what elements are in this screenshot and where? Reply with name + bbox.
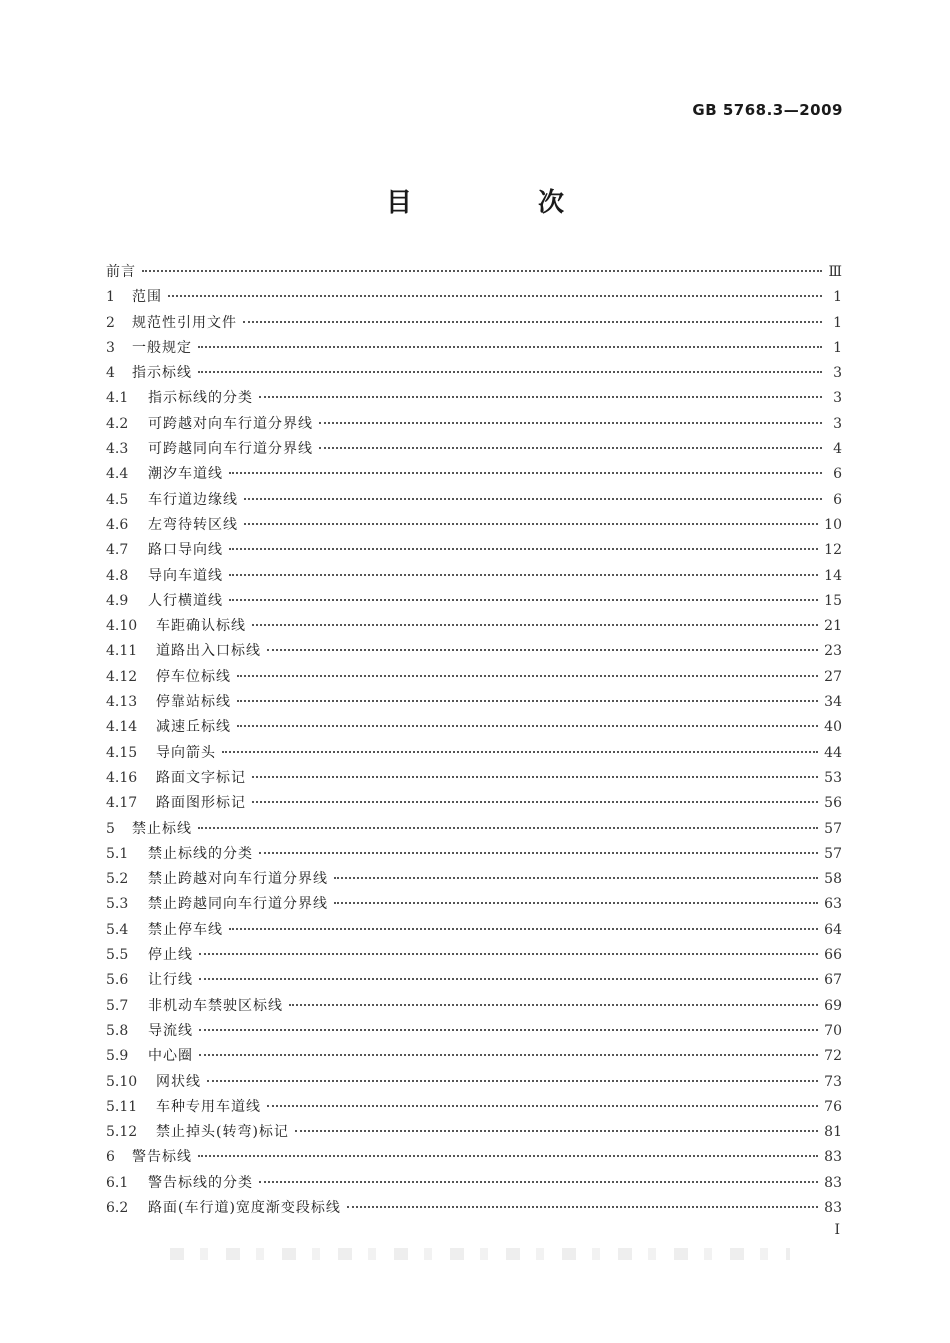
toc-entry-title: 让行线 xyxy=(148,972,193,989)
page-number: I xyxy=(834,1222,840,1238)
toc-entry-page: 40 xyxy=(824,719,842,736)
toc-leader-dots xyxy=(267,649,818,651)
toc-entry-number: 4.12 xyxy=(106,668,138,685)
table-of-contents xyxy=(106,260,842,1221)
toc-entry-title: 可跨越同向车行道分界线 xyxy=(148,441,313,458)
toc-entry[interactable] xyxy=(106,589,842,614)
toc-entry[interactable] xyxy=(106,1070,842,1095)
toc-entry-number: 4.7 xyxy=(106,542,129,559)
toc-entry[interactable] xyxy=(106,968,842,993)
toc-entry-title: 导向车道线 xyxy=(148,567,223,584)
toc-entry-page: 56 xyxy=(824,795,842,812)
toc-entry-number: 4.5 xyxy=(106,491,129,508)
toc-entry-page: 63 xyxy=(824,896,842,913)
toc-entry-number: 5.9 xyxy=(106,1048,129,1065)
toc-entry-page: 27 xyxy=(824,668,842,685)
toc-leader-dots xyxy=(289,1004,818,1006)
toc-entry[interactable] xyxy=(106,311,842,336)
toc-entry-number: 5.11 xyxy=(106,1098,138,1115)
toc-entry[interactable] xyxy=(106,690,842,715)
toc-entry-page: 64 xyxy=(824,921,842,938)
toc-entry[interactable] xyxy=(106,665,842,690)
toc-entry-page: 1 xyxy=(833,289,842,306)
toc-entry-page: 15 xyxy=(824,592,842,609)
toc-entry-number: 4.3 xyxy=(106,441,129,458)
toc-leader-dots xyxy=(222,751,818,753)
toc-entry-title: 禁止标线 xyxy=(132,820,192,837)
toc-entry-number: 6.1 xyxy=(106,1174,129,1191)
toc-entry-title: 禁止标线的分类 xyxy=(148,845,253,862)
toc-entry-title: 禁止停车线 xyxy=(148,921,223,938)
toc-entry-title: 车距确认标线 xyxy=(156,618,246,635)
toc-leader-dots xyxy=(334,902,818,904)
toc-entry-page: 53 xyxy=(824,769,842,786)
toc-entry-page: 14 xyxy=(824,567,842,584)
toc-entry[interactable] xyxy=(106,285,842,310)
toc-leader-dots xyxy=(229,599,818,601)
toc-entry-number: 5.1 xyxy=(106,845,129,862)
toc-entry-title: 指示标线 xyxy=(132,365,192,382)
toc-leader-dots xyxy=(295,1130,818,1132)
toc-entry-number: 4.14 xyxy=(106,719,138,736)
toc-entry[interactable] xyxy=(106,437,842,462)
toc-entry[interactable] xyxy=(106,994,842,1019)
toc-entry[interactable] xyxy=(106,260,842,285)
toc-entry-number: 4.6 xyxy=(106,516,129,533)
toc-leader-dots xyxy=(237,700,818,702)
toc-leader-dots xyxy=(199,1029,818,1031)
toc-entry-page: 70 xyxy=(824,1022,842,1039)
toc-entry[interactable] xyxy=(106,943,842,968)
toc-entry-number: 5.8 xyxy=(106,1022,129,1039)
toc-leader-dots xyxy=(198,827,818,829)
toc-entry-number: 5.2 xyxy=(106,871,129,888)
toc-leader-dots xyxy=(199,978,818,980)
toc-leader-dots xyxy=(259,852,818,854)
toc-entry-title: 减速丘标线 xyxy=(156,719,231,736)
toc-leader-dots xyxy=(198,1155,818,1157)
toc-entry-title: 路口导向线 xyxy=(148,542,223,559)
standard-number: GB 5768.3—2009 xyxy=(692,101,843,119)
toc-entry[interactable] xyxy=(106,513,842,538)
toc-entry-title: 停车位标线 xyxy=(156,668,231,685)
toc-entry-number: 4.1 xyxy=(106,390,129,407)
toc-entry-page: 1 xyxy=(833,339,842,356)
toc-entry[interactable] xyxy=(106,1171,842,1196)
toc-entry-page: 67 xyxy=(824,972,842,989)
toc-entry[interactable] xyxy=(106,336,842,361)
toc-entry[interactable] xyxy=(106,1196,842,1221)
toc-entry-number: 5.7 xyxy=(106,997,129,1014)
toc-entry[interactable] xyxy=(106,361,842,386)
toc-entry-number: 1 xyxy=(106,289,115,306)
toc-leader-dots xyxy=(334,877,818,879)
toc-entry-page: 23 xyxy=(824,643,842,660)
toc-entry-page: 10 xyxy=(824,516,842,533)
toc-entry-page: 34 xyxy=(824,694,842,711)
toc-entry-number: 4.17 xyxy=(106,795,138,812)
toc-entry[interactable] xyxy=(106,817,842,842)
toc-entry[interactable] xyxy=(106,1120,842,1145)
toc-entry-page: 21 xyxy=(824,618,842,635)
toc-leader-dots xyxy=(142,270,822,272)
toc-entry-number: 5 xyxy=(106,820,115,837)
toc-leader-dots xyxy=(229,548,818,550)
toc-leader-dots xyxy=(319,447,822,449)
toc-entry-title: 车种专用车道线 xyxy=(156,1098,261,1115)
toc-entry-page: 81 xyxy=(824,1124,842,1141)
toc-entry-page: 57 xyxy=(824,845,842,862)
toc-entry-number: 4.9 xyxy=(106,592,129,609)
toc-entry-number: 5.5 xyxy=(106,947,129,964)
toc-entry-title: 禁止跨越对向车行道分界线 xyxy=(148,871,328,888)
toc-leader-dots xyxy=(244,498,822,500)
toc-entry[interactable] xyxy=(106,488,842,513)
toc-leader-dots xyxy=(347,1206,818,1208)
toc-entry[interactable] xyxy=(106,564,842,589)
toc-entry[interactable] xyxy=(106,1019,842,1044)
toc-entry[interactable] xyxy=(106,538,842,563)
toc-leader-dots xyxy=(259,1181,818,1183)
toc-entry-title: 指示标线的分类 xyxy=(148,390,253,407)
toc-entry-title: 停靠站标线 xyxy=(156,694,231,711)
toc-entry-number: 4.15 xyxy=(106,744,138,761)
toc-entry-title: 前言 xyxy=(106,264,136,280)
toc-entry-number: 2 xyxy=(106,314,115,331)
toc-entry-title: 路面图形标记 xyxy=(156,795,246,812)
toc-entry-number: 6.2 xyxy=(106,1199,129,1216)
toc-entry-title: 停止线 xyxy=(148,947,193,964)
toc-entry-title: 路面(车行道)宽度渐变段标线 xyxy=(148,1199,341,1216)
toc-leader-dots xyxy=(252,801,818,803)
toc-entry-number: 4.13 xyxy=(106,694,138,711)
toc-leader-dots xyxy=(198,371,822,373)
toc-entry-title: 导流线 xyxy=(148,1022,193,1039)
toc-entry-number: 5.4 xyxy=(106,921,129,938)
toc-entry[interactable] xyxy=(106,715,842,740)
toc-entry-number: 5.10 xyxy=(106,1073,138,1090)
toc-entry-page: 44 xyxy=(824,744,842,761)
toc-entry[interactable] xyxy=(106,741,842,766)
toc-entry-title: 一般规定 xyxy=(132,339,192,356)
toc-entry[interactable] xyxy=(106,842,842,867)
toc-entry-title: 网状线 xyxy=(156,1073,201,1090)
toc-leader-dots xyxy=(237,675,818,677)
toc-entry-title: 人行横道线 xyxy=(148,592,223,609)
toc-entry-page: 83 xyxy=(824,1199,842,1216)
toc-entry-title: 左弯待转区线 xyxy=(148,516,238,533)
toc-entry-title: 可跨越对向车行道分界线 xyxy=(148,415,313,432)
toc-entry-number: 5.6 xyxy=(106,972,129,989)
toc-entry-page: 3 xyxy=(833,390,842,407)
toc-entry[interactable] xyxy=(106,1044,842,1069)
toc-entry-title: 路面文字标记 xyxy=(156,769,246,786)
toc-leader-dots xyxy=(207,1080,818,1082)
toc-entry-page: 57 xyxy=(824,820,842,837)
toc-entry[interactable] xyxy=(106,791,842,816)
toc-entry-page: 3 xyxy=(833,365,842,382)
toc-entry-page: 83 xyxy=(824,1149,842,1166)
toc-leader-dots xyxy=(229,928,818,930)
toc-entry-title: 范围 xyxy=(132,289,162,306)
toc-entry-page: 72 xyxy=(824,1048,842,1065)
toc-entry[interactable] xyxy=(106,462,842,487)
toc-entry-title: 潮汐车道线 xyxy=(148,466,223,483)
toc-entry-page: 12 xyxy=(824,542,842,559)
toc-entry-page: 58 xyxy=(824,871,842,888)
toc-leader-dots xyxy=(168,295,822,297)
toc-entry[interactable] xyxy=(106,614,842,639)
toc-entry[interactable] xyxy=(106,1145,842,1170)
page-title: 目 次 xyxy=(385,188,614,218)
toc-leader-dots xyxy=(229,574,818,576)
toc-entry-number: 4.8 xyxy=(106,567,129,584)
toc-leader-dots xyxy=(319,422,822,424)
toc-entry[interactable] xyxy=(106,918,842,943)
toc-entry-number: 3 xyxy=(106,339,115,356)
toc-entry-page: 4 xyxy=(833,441,842,458)
toc-entry-page: 3 xyxy=(833,415,842,432)
toc-entry-number: 6 xyxy=(106,1149,115,1166)
toc-entry-title: 警告标线 xyxy=(132,1149,192,1166)
toc-entry-number: 4.16 xyxy=(106,769,138,786)
toc-leader-dots xyxy=(199,953,818,955)
scan-artifact xyxy=(170,1248,790,1260)
toc-entry-page: 6 xyxy=(833,466,842,483)
toc-entry-title: 道路出入口标线 xyxy=(156,643,261,660)
toc-entry-page: 66 xyxy=(824,947,842,964)
toc-entry-page: 83 xyxy=(824,1174,842,1191)
toc-entry-number: 4.10 xyxy=(106,618,138,635)
toc-entry[interactable] xyxy=(106,412,842,437)
toc-entry-title: 中心圈 xyxy=(148,1048,193,1065)
toc-entry[interactable] xyxy=(106,1095,842,1120)
toc-entry-number: 4.4 xyxy=(106,466,129,483)
toc-leader-dots xyxy=(237,725,818,727)
toc-entry-title: 非机动车禁驶区标线 xyxy=(148,997,283,1014)
toc-leader-dots xyxy=(259,396,822,398)
toc-entry-number: 5.12 xyxy=(106,1124,138,1141)
toc-entry-page: Ⅲ xyxy=(828,264,842,280)
toc-entry[interactable] xyxy=(106,766,842,791)
toc-entry-title: 警告标线的分类 xyxy=(148,1174,253,1191)
toc-leader-dots xyxy=(244,523,818,525)
toc-leader-dots xyxy=(252,624,818,626)
toc-entry-number: 4.11 xyxy=(106,643,138,660)
toc-entry-number: 4.2 xyxy=(106,415,129,432)
toc-entry-page: 73 xyxy=(824,1073,842,1090)
toc-leader-dots xyxy=(229,472,822,474)
toc-entry-title: 规范性引用文件 xyxy=(132,314,237,331)
toc-leader-dots xyxy=(252,776,818,778)
toc-entry[interactable] xyxy=(106,639,842,664)
toc-entry-number: 5.3 xyxy=(106,896,129,913)
toc-entry-title: 车行道边缘线 xyxy=(148,491,238,508)
toc-leader-dots xyxy=(243,321,822,323)
toc-entry-title: 禁止掉头(转弯)标记 xyxy=(156,1124,289,1141)
toc-leader-dots xyxy=(267,1105,818,1107)
toc-entry-page: 6 xyxy=(833,491,842,508)
toc-entry[interactable] xyxy=(106,386,842,411)
toc-entry[interactable] xyxy=(106,867,842,892)
toc-entry-title: 导向箭头 xyxy=(156,744,216,761)
toc-leader-dots xyxy=(198,346,822,348)
toc-entry-page: 76 xyxy=(824,1098,842,1115)
toc-entry[interactable] xyxy=(106,892,842,917)
toc-entry-title: 禁止跨越同向车行道分界线 xyxy=(148,896,328,913)
toc-entry-page: 1 xyxy=(833,314,842,331)
toc-entry-number: 4 xyxy=(106,365,115,382)
toc-entry-page: 69 xyxy=(824,997,842,1014)
toc-leader-dots xyxy=(199,1054,818,1056)
